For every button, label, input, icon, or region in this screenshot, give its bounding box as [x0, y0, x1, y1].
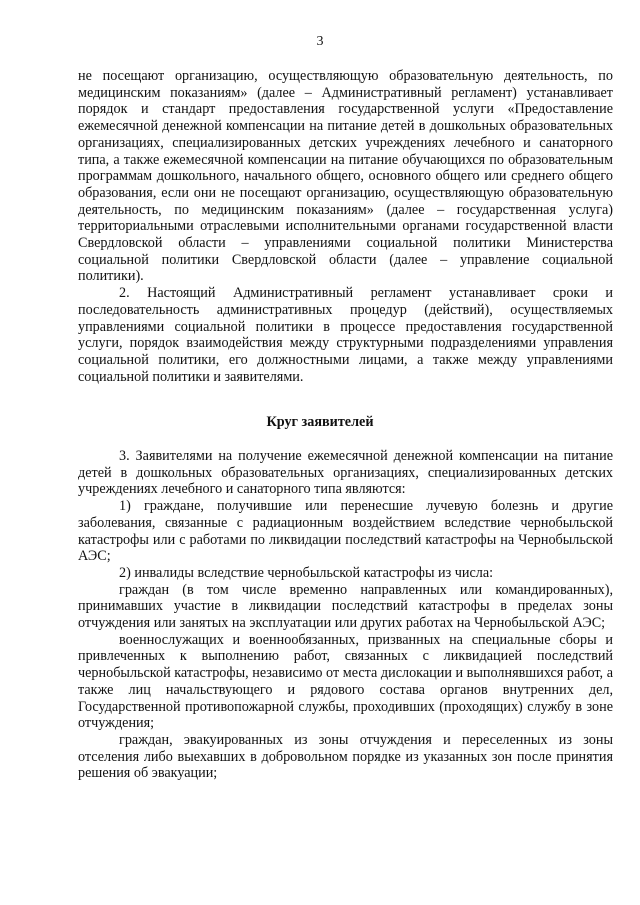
- list-item-1: 1) граждане, получившие или перенесшие лучевую болезнь и другие заболевания, связанные с радиационным воздействием вследствие чернобыльской катастрофы или с работами по ликвидации последствий катастрофы на Чернобыльской АЭС;: [78, 498, 613, 565]
- body-text-bottom: [78, 448, 613, 782]
- paragraph-3: 3. Заявителями на получение ежемесячной денежной компенсации на питание детей в дошкольных образовательных организациях, специализированных детских учреждениях лечебного и санаторного типа являются:: [78, 448, 613, 498]
- paragraph-regulation-continuation: не посещают организацию, осуществляющую образовательную деятельность, по медицинским показаниям» (далее – Административный регламент) устанавливает порядок и стандарт предоставления государственной услуги «Предоставление ежемесячной денежной компенсации на питание детей в дошкольных образовательных организациях, специализированных детских учреждениях лечебного и санаторного типа, а также ежемесячной компенсации на питание обучающихся по образовательным программам дошкольного, начального общего, основного общего или среднего общего образования, если они не посещают организацию, осуществляющую образовательную деятельность, по медицинским показаниям» (далее – государственная услуга) территориальными отраслевыми исполнительными органами государственной власти Свердловской области – управлениями социальной политики Министерства социальной политики Свердловской области (далее – управление социальной политики).: [78, 68, 613, 285]
- sub-item-servicemen: военнослужащих и военнообязанных, призванных на специальные сборы и привлеченных к выполнению работ, связанных с ликвидацией последствий чернобыльской катастрофы, независимо от места дислокации и выполнявшихся работ, а также лиц начальствующего и рядового состава органов внутренних дел, Государственной противопожарной службы, проходивших (проходящих) службу в зоне отчуждения;: [78, 631, 613, 732]
- body-text-top: [78, 68, 613, 385]
- list-item-2: 2) инвалиды вследствие чернобыльской катастрофы из числа:: [119, 564, 494, 581]
- sub-item-participants: граждан (в том числе временно направленных или командированных), принимавших участие в ликвидации последствий катастрофы в пределах зоны отчуждения или занятых на эксплуатации или других работах на Чернобыльской АЭС;: [78, 581, 613, 632]
- sub-item-evacuated: граждан, эвакуированных из зоны отчуждения и переселенных из зоны отселения либо выехавших в добровольном порядке из указанных зон после принятия решения об эвакуации;: [78, 731, 613, 782]
- page-number: 3: [316, 34, 324, 49]
- paragraph-2: 2. Настоящий Административный регламент устанавливает сроки и последовательность административных процедур (действий), осуществляемых управлениями социальной политики в процессе предоставления государственной услуги, порядок взаимодействия между структурными подразделениями управления социальной политики, его должностными лицами, а также между управлениями социальной политики и заявителями.: [78, 285, 613, 385]
- section-heading: Круг заявителей: [266, 414, 374, 430]
